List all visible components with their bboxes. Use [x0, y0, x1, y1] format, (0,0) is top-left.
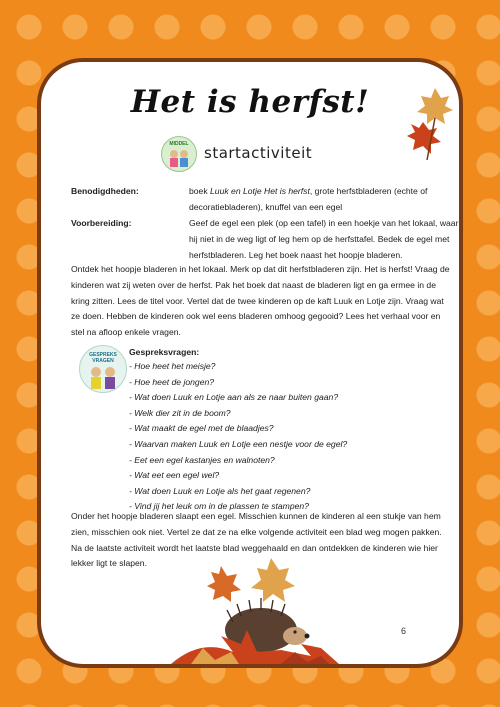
- list-item: - Hoe heet de jongen?: [129, 376, 215, 387]
- page-number: 6: [401, 626, 407, 636]
- requirement-value: boek Luuk en Lotje Het is herfst, grote herfstbladeren (echte of decoratiebladeren), knuffel van een egel: [189, 186, 428, 212]
- badge-label: MIDDEL: [169, 141, 189, 147]
- page-title: Het is herfst!: [130, 84, 370, 120]
- questions-list: [129, 359, 347, 515]
- list-item: - Wat maakt de egel met de blaadjes?: [129, 423, 274, 434]
- page-subtitle: startactiviteit: [204, 144, 313, 162]
- list-item: - Waarvan maken Luuk en Lotje een nestje voor de egel?: [129, 438, 348, 449]
- worksheet-card: [37, 58, 463, 668]
- hedgehog-on-leaves-icon: [161, 552, 351, 668]
- list-item: - Eet een egel kastanjes en walnoten?: [129, 454, 275, 465]
- questions-heading: Gespreksvragen:: [129, 347, 200, 357]
- requirement-label: Benodigdheden:: [71, 186, 139, 196]
- badge-label: GESPREKS VRAGEN: [89, 352, 117, 364]
- list-item: - Wat eet een egel wel?: [129, 470, 220, 481]
- list-item: - Welk dier zit in de boom?: [129, 407, 231, 418]
- gespreksvragen-badge: [79, 345, 127, 393]
- list-item: - Hoe heet het meisje?: [129, 361, 216, 371]
- requirement-value: Geef de egel een plek (op een tafel) in een hoekje van het lokaal, waar hij niet in de weg ligt of leg hem op de herfsttafel. Bedek de egel met herfstbladeren. Leg het boek naast het hoopje bladeren.: [189, 218, 459, 260]
- outro-paragraph: Onder het hoopje bladeren slaapt een egel. Misschien kunnen de kinderen al een stukje van hem zien, misschien ook niet. Vertel ze dat ze na elke volgende activiteit een blad weg mogen pakken. Na de laatste activiteit wordt het laatste blad weggehaald en dan ontdekken de kinderen wie hier lekker ligt te slapen.: [71, 511, 442, 569]
- requirement-label: Voorbereiding:: [71, 218, 132, 228]
- list-item: - Wat doen Luuk en Lotje als het gaat regenen?: [129, 485, 311, 496]
- list-item: - Wat doen Luuk en Lotje aan als ze naar buiten gaan?: [129, 392, 339, 403]
- list-item: - Vind jij het leuk om in de plassen te stampen?: [129, 501, 309, 512]
- intro-paragraph: Ontdek het hoopje bladeren in het lokaal. Merk op dat dit herfstbladeren zijn. Het is herfst! Vraag de kinderen wat zij weten over de herfst. Pak het boek dat naast de bladeren ligt en ga ermee in de kring zitten. Lees de titel voor. Vertel dat de twee kinderen op de kaft Luuk en Lotje zijn. Vraag wat ze doen. Hebben de kinderen ook wel eens bladeren omhoog gegooid? Lees het verhaal voor en stel na afloop enkele vragen.: [71, 264, 450, 338]
